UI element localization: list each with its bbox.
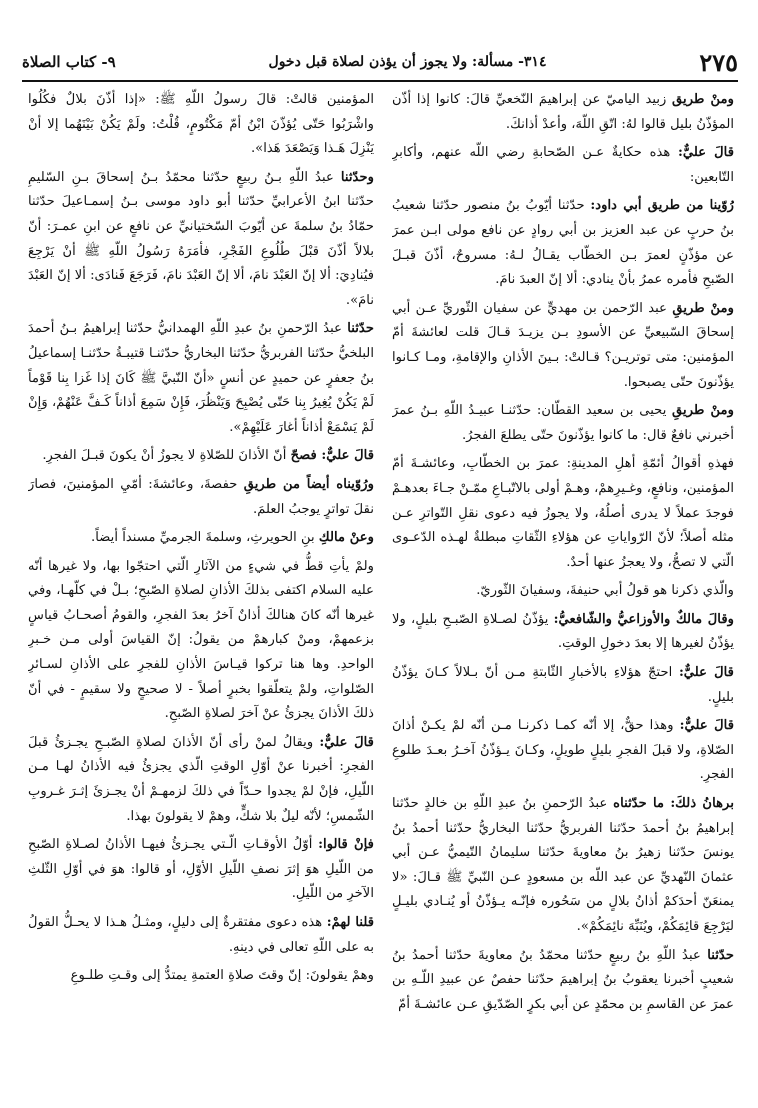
paragraph xyxy=(28,555,374,727)
paragraph xyxy=(392,452,734,575)
paragraph xyxy=(28,731,374,829)
paragraph xyxy=(28,964,374,989)
paragraph-text: حفصةَ، وعائشةَ: أمّيِ المؤمنينَ، فصارَ نقلَ تواترٍ يوجبُ العلمَ. xyxy=(28,476,374,517)
paragraph-text: يحيى بن سعيد القطّان: حدّثنـا عبيـدُ اللّهِ بـنُ عمرَ أخبرني نافعٌ قال: ما كانوا يؤذّنونَ حتّى يطلعَ الفجرُ. xyxy=(392,403,734,443)
paragraph-text: ويقالُ لمنْ رأى أنّ الأذانَ لصلاةِ الصّبـحِ يجـزئُ قبلَ الفجرِ: أخبرنا عنْ أوّلِ الوقتِ الّذي يجزئُ فيه الأذانُ لهـا مـن اللّيلِ، فإنْ لمْ يجدوا حـدّاً في ذلكَ لزمهـمْ أنْ يجـزئَ إثـرَ غـروبِ الشّمسِ؛ لأنّه ليلٌ بلا شكٍّ، وهمْ لا يقولونَ بهذا. xyxy=(28,734,374,824)
paragraph-text: هذه حكايةٌ عـن الصّحابةِ رضي اللّه عنهم، وأكابرِ التّابعين: xyxy=(392,145,734,185)
paragraph-text: عبدُ الرّحمنِ بنُ عبدِ اللّهِ بن خالدٍ حدّثنا إبراهيمُ بنُ أحمدَ حدّثنا الفربريُّ حدّثنا البخاريُّ حدّثنا أحمدُ بنُ يونسَ حدّثنا زهيرُ بنُ معاويةَ حدّثنا سليمانُ التّيميُّ عـن أبي عثمانَ النّهديِّ عن عبد اللّه بن مسعودٍ عـن النّبيِّ ﷺ قـالَ: «لا يمنعَنّ أحدَكمْ أذانُ بلالٍ من سَحُوره فإنّـه يـؤذّنُ أو يُنـادي بليـلٍ ليَرْجِعَ قائِمَكُمْ، ويُنَبِّهَ نائِمَكُمْ». xyxy=(392,796,734,934)
paragraph-text: المؤمنين قالتْ: قالَ رسولُ اللّهِ ﷺ: «إذا أذّنَ بلالٌ فكُلُوا واشْرَبُوا حَتّى يُؤذّنَ ابْنُ أمّ مَكْتُومٍ، قُلْتُ: ولَمْ يَكُنْ بَيْنَهُما إلا أنْ يَنْزِلَ هَـذا وَيَصْعَدَ هَذا». xyxy=(28,92,374,157)
paragraph xyxy=(392,141,734,190)
header-divider xyxy=(22,80,738,82)
paragraph xyxy=(392,297,734,395)
paragraph-text: يؤذّنُ لصـلاةِ الصّبـحِ بليلٍ، ولا يؤذّنُ لغيرها إلا بعدَ دخولِ الوقتِ. xyxy=(392,611,734,652)
paragraph-text: والّذي ذكرنا هو قولُ أبي حنيفةَ، وسفيانَ الثّوريّ. xyxy=(476,583,734,599)
paragraph-lead: قالَ عليٌّ: xyxy=(677,145,734,161)
paragraph-lead: ورُوّيناه أيضاً من طريقِ xyxy=(243,476,374,492)
paragraph-text: أوّلُ الأوقـاتِ الّـتي يجـزئُ فيهـا الأذانُ لصـلاةِ الصّبحِ من اللّيلِ هوَ إثرَ نصفِ اللّيلِ الأوّلِ، أو قالوا: هوَ في أوّلِ الثّلثِ الآخرِ من اللّيلِ. xyxy=(28,837,374,902)
paragraph-lead: وقالَ مالكٌ والأوزاعيُّ والشّافعيُّ: xyxy=(553,611,734,627)
paragraph-lead: قالَ عليٌّ: xyxy=(679,718,734,734)
paragraph-lead: ومنْ طريق xyxy=(672,92,734,107)
paragraph xyxy=(28,88,374,162)
paragraph-text: زبيد الياميّ عن إبراهيمَ النّخعيِّ قالَ: كانوا إذا أذّن المؤذّنُ بليل قالوا لهُ: اتّقِ اللّهَ، وأعدْ أذانكَ. xyxy=(392,92,734,132)
paragraph-text: عبدُ اللّهِ بـنُ ربيعٍ حدّثنا محمّدُ بـنُ إسحاقَ بـنِ السّليمِ حدّثنا ابنُ الأعرابيِّ حدّثنا أبو داود موسى بـنُ إسمـاعيلَ حدّثنا حمّادُ بنُ سلمةَ عن أيّوبَ السّختيانيِّ عن نافعٍ عن ابنِ عمـرَ: أنّ بلالاً أذّنَ قبْلَ طُلُوعِ الفَجْرِ، فأمَرَهُ رَسُولُ اللّهِ ﷺ أنْ يَرْجِعَ فيُنادِيَ: ألا إنّ العَبْدَ نامَ، ألا إنّ العَبْدَ نامَ، فَرَجَعَ فَنادَى: ألا إنّ العَبْدَ نامَ». xyxy=(28,169,374,308)
paragraph-text: عبدُ الرّحمنِ بنُ عبدِ اللّهِ الهمدانيُّ حدّثنا إبراهيمُ بـنُ أحمدَ البلخيُّ حدّثنا الفربريُّ حدّثنا البخاريُّ حدّثنـا قتيبـةُ حدّثنـا إسماعيلُ بنُ جعفرٍ عن حميدٍ عن أنسٍ «أنّ النّبيَّ ﷺ كَانَ إذا غَزا بِنا قَوْماً لَمْ يَكُنْ يُغِيرُ بِنا حَتّى يُصْبِحَ وَيَنْظُرَ، فَإِنْ سَمِعَ أذاناً كَـفَّ عَنْهُمْ، وَإِنْ لَمْ يَسْمَعْ أذاناً أغارَ عَلَيْهِمْ». xyxy=(28,321,374,435)
paragraph xyxy=(28,833,374,907)
paragraph xyxy=(392,944,734,1018)
paragraph-lead: حدّثنا xyxy=(347,321,374,337)
paragraph-text: عبدُ اللّهِ بنُ ربيعٍ حدّثنا محمّدُ بنُ معاويةَ حدّثنا أحمدُ بنُ شعيبٍ أخبرنا يعقوبُ بنُ إبراهيمَ حدّثنا حفصٌ عن عبيدِ اللّـهِ بن عمرَ عن القاسمِ بن محمّدٍ عن أبي بكرٍ الصّدّيقِ عـن عائشـةَ أمّ xyxy=(392,947,734,1012)
paragraph xyxy=(392,608,734,657)
paragraph-lead: قالَ عليٌّ: فصحّ xyxy=(290,448,374,464)
paragraph xyxy=(392,579,734,604)
paragraph xyxy=(28,166,374,314)
paragraph xyxy=(392,194,734,292)
paragraph xyxy=(392,714,734,788)
paragraph-text: وهذا حقٌّ، إلا أنّه كمـا ذكرنـا مـن أنّه لمْ يكـنْ أذانَ الصّلاةِ، ولا قبلَ الفجرِ بليلٍ طويلٍ، وكـانَ يـؤذّنُ آخـرُ بعـدَ طلوعِ الفجرِ. xyxy=(392,718,734,783)
issue-title: ٣١٤- مسألة: ولا يجوز أن يؤذن لصلاة قبل دخول xyxy=(268,54,547,70)
paragraph-lead: وحدّثنا xyxy=(340,169,374,185)
paragraph-lead: قلنا لهمْ: xyxy=(326,915,374,930)
paragraph xyxy=(28,911,374,960)
page-header xyxy=(22,46,738,78)
paragraph-text: وهمْ يقولونَ: إنّ وقتَ صلاةِ العتمةِ يمتدُّ إلى وقـتِ طلـوعِ xyxy=(70,968,374,984)
paragraph-text: فهذهِ أقوالُ أئمّةِ أهلِ المدينةِ: عمرَ بن الخطّابِ، وعائشـةَ أمّ المؤمنين، ونافعٍ، وغـيرِهمْ، وهـمْ أولى بالاتّبـاعِ ممّـنْ جـاءَ بعدهـمْ فوجدَ عملاً لا يدرى أصلُهُ، ولا يجوزُ فيه دعوى نقلِ التّواترِ عـن مثله أصلاً؛ لأنّ الرّواياتِ عن هؤلاءِ الثّقاتِ مبطلةٌ لهـذه الدّعـوى الّتي لا تصحُّ، ولا يعجزُ عنها أحدٌ. xyxy=(392,456,734,570)
paragraph xyxy=(392,661,734,710)
paragraph-lead: ومنْ طريقِ xyxy=(672,403,734,419)
paragraph xyxy=(28,444,374,469)
paragraph-lead: رُوّينا من طريق أبي داود: xyxy=(590,198,734,214)
paragraph-text: عبد الرّحمن بن مهديٍّ عن سفيان الثّوريِّ عـن أبي إسحاقَ السّبيعيِّ عن الأسودِ بـن يزيـدَ قـالَ قلت لعائشةَ أمّ المؤمنين: متى توتريـن؟ قـالتْ: بـينَ الأذانِ والإقامةِ، ومـا كـانوا يؤذّنونَ حتّى يصبحوا. xyxy=(392,300,734,390)
paragraph xyxy=(392,399,734,448)
paragraph-lead: وعنْ مالكِ xyxy=(318,530,374,546)
paragraph xyxy=(392,88,734,137)
paragraph-text: احتجّ هؤلاءِ بالأخبارِ الثّابتةِ مـن أنّ بـلالاً كـانَ يؤذّنُ بليلٍ. xyxy=(392,665,734,705)
paragraph-text: حدّثنا أيّوبُ بنُ منصور حدّثنا شعيبُ بنُ حربٍ عن عبد العزيز بن أبي روادٍ عن نافع مولى ابـن عمرَ عن مؤذّنٍ لعمرَ بـن الخطّاب يقـالُ لـهُ: مسروحٌ، أذّنَ قبـلَ الصّبحِ فأمره عمرُ بأنْ ينادي: ألا إنّ العبدَ نامَ. xyxy=(392,198,734,288)
paragraph xyxy=(28,526,374,551)
paragraph-text: ولمْ يأتِ قطُّ في شيءٍ من الآثارِ الّتي احتجّوا بها، ولا غيرها أنّه عليه السلام اكتفى بذلكَ الأذانِ لصلاةِ الصّبحِ؛ بـلْ في كلّهـا، وفي غيرها أنّه كانَ هنالكَ أذانٌ آخرُ بعدَ الفجرِ، والقومُ أصحـابُ قياسٍ بزعمهمْ، ومنْ كبارهمْ من يقولُ: إنّ القياسَ أولى مـن خـبرِ الواحدِ. وها هنا تركوا قيـاسَ الأذانِ للفجرِ على الأذانِ لسـائرِ الصّلواتِ، ولمْ يتعلّقوا بخبرٍ أصلاً - لا صحيحٍ ولا سقيمٍ - في أنّ ذلكَ الأذانَ يجزئُ عنْ آخرَ لصلاةِ الصّبحِ. xyxy=(28,558,374,722)
left-text-column xyxy=(28,88,374,1096)
paragraph-lead: ومنْ طريقِ xyxy=(672,300,734,316)
page-number: ٢٧٥ xyxy=(699,47,738,77)
paragraph xyxy=(28,473,374,522)
paragraph xyxy=(28,317,374,440)
paragraph-text: بنِ الحويرثِ، وسلمةَ الجرميِّ مسنداً أيضاً. xyxy=(91,530,319,546)
paragraph-lead: قالَ عليٌّ: xyxy=(319,734,374,750)
paragraph-lead: قالَ عليٌّ: xyxy=(678,665,734,681)
paragraph-lead: برهانُ ذلكَ: ما حدّثناه xyxy=(613,796,734,812)
chapter-title: ٩- كتاب الصلاة xyxy=(22,53,116,71)
paragraph-text: هذه دعوى مفتقرةٌ إلى دليلٍ، ومثـلُ هـذا لا يحـلُّ القولُ به على اللّهِ تعالى في دينهِ. xyxy=(28,915,374,955)
right-text-column xyxy=(392,88,734,1096)
paragraph-lead: فإنْ قالوا: xyxy=(318,837,374,853)
paragraph-text: أنّ الأذانَ للصّلاةِ لا يجوزُ أنْ يكونَ قبـلَ الفجرِ. xyxy=(42,448,291,464)
paragraph xyxy=(392,792,734,940)
paragraph-lead: حدّثنا xyxy=(707,947,734,963)
